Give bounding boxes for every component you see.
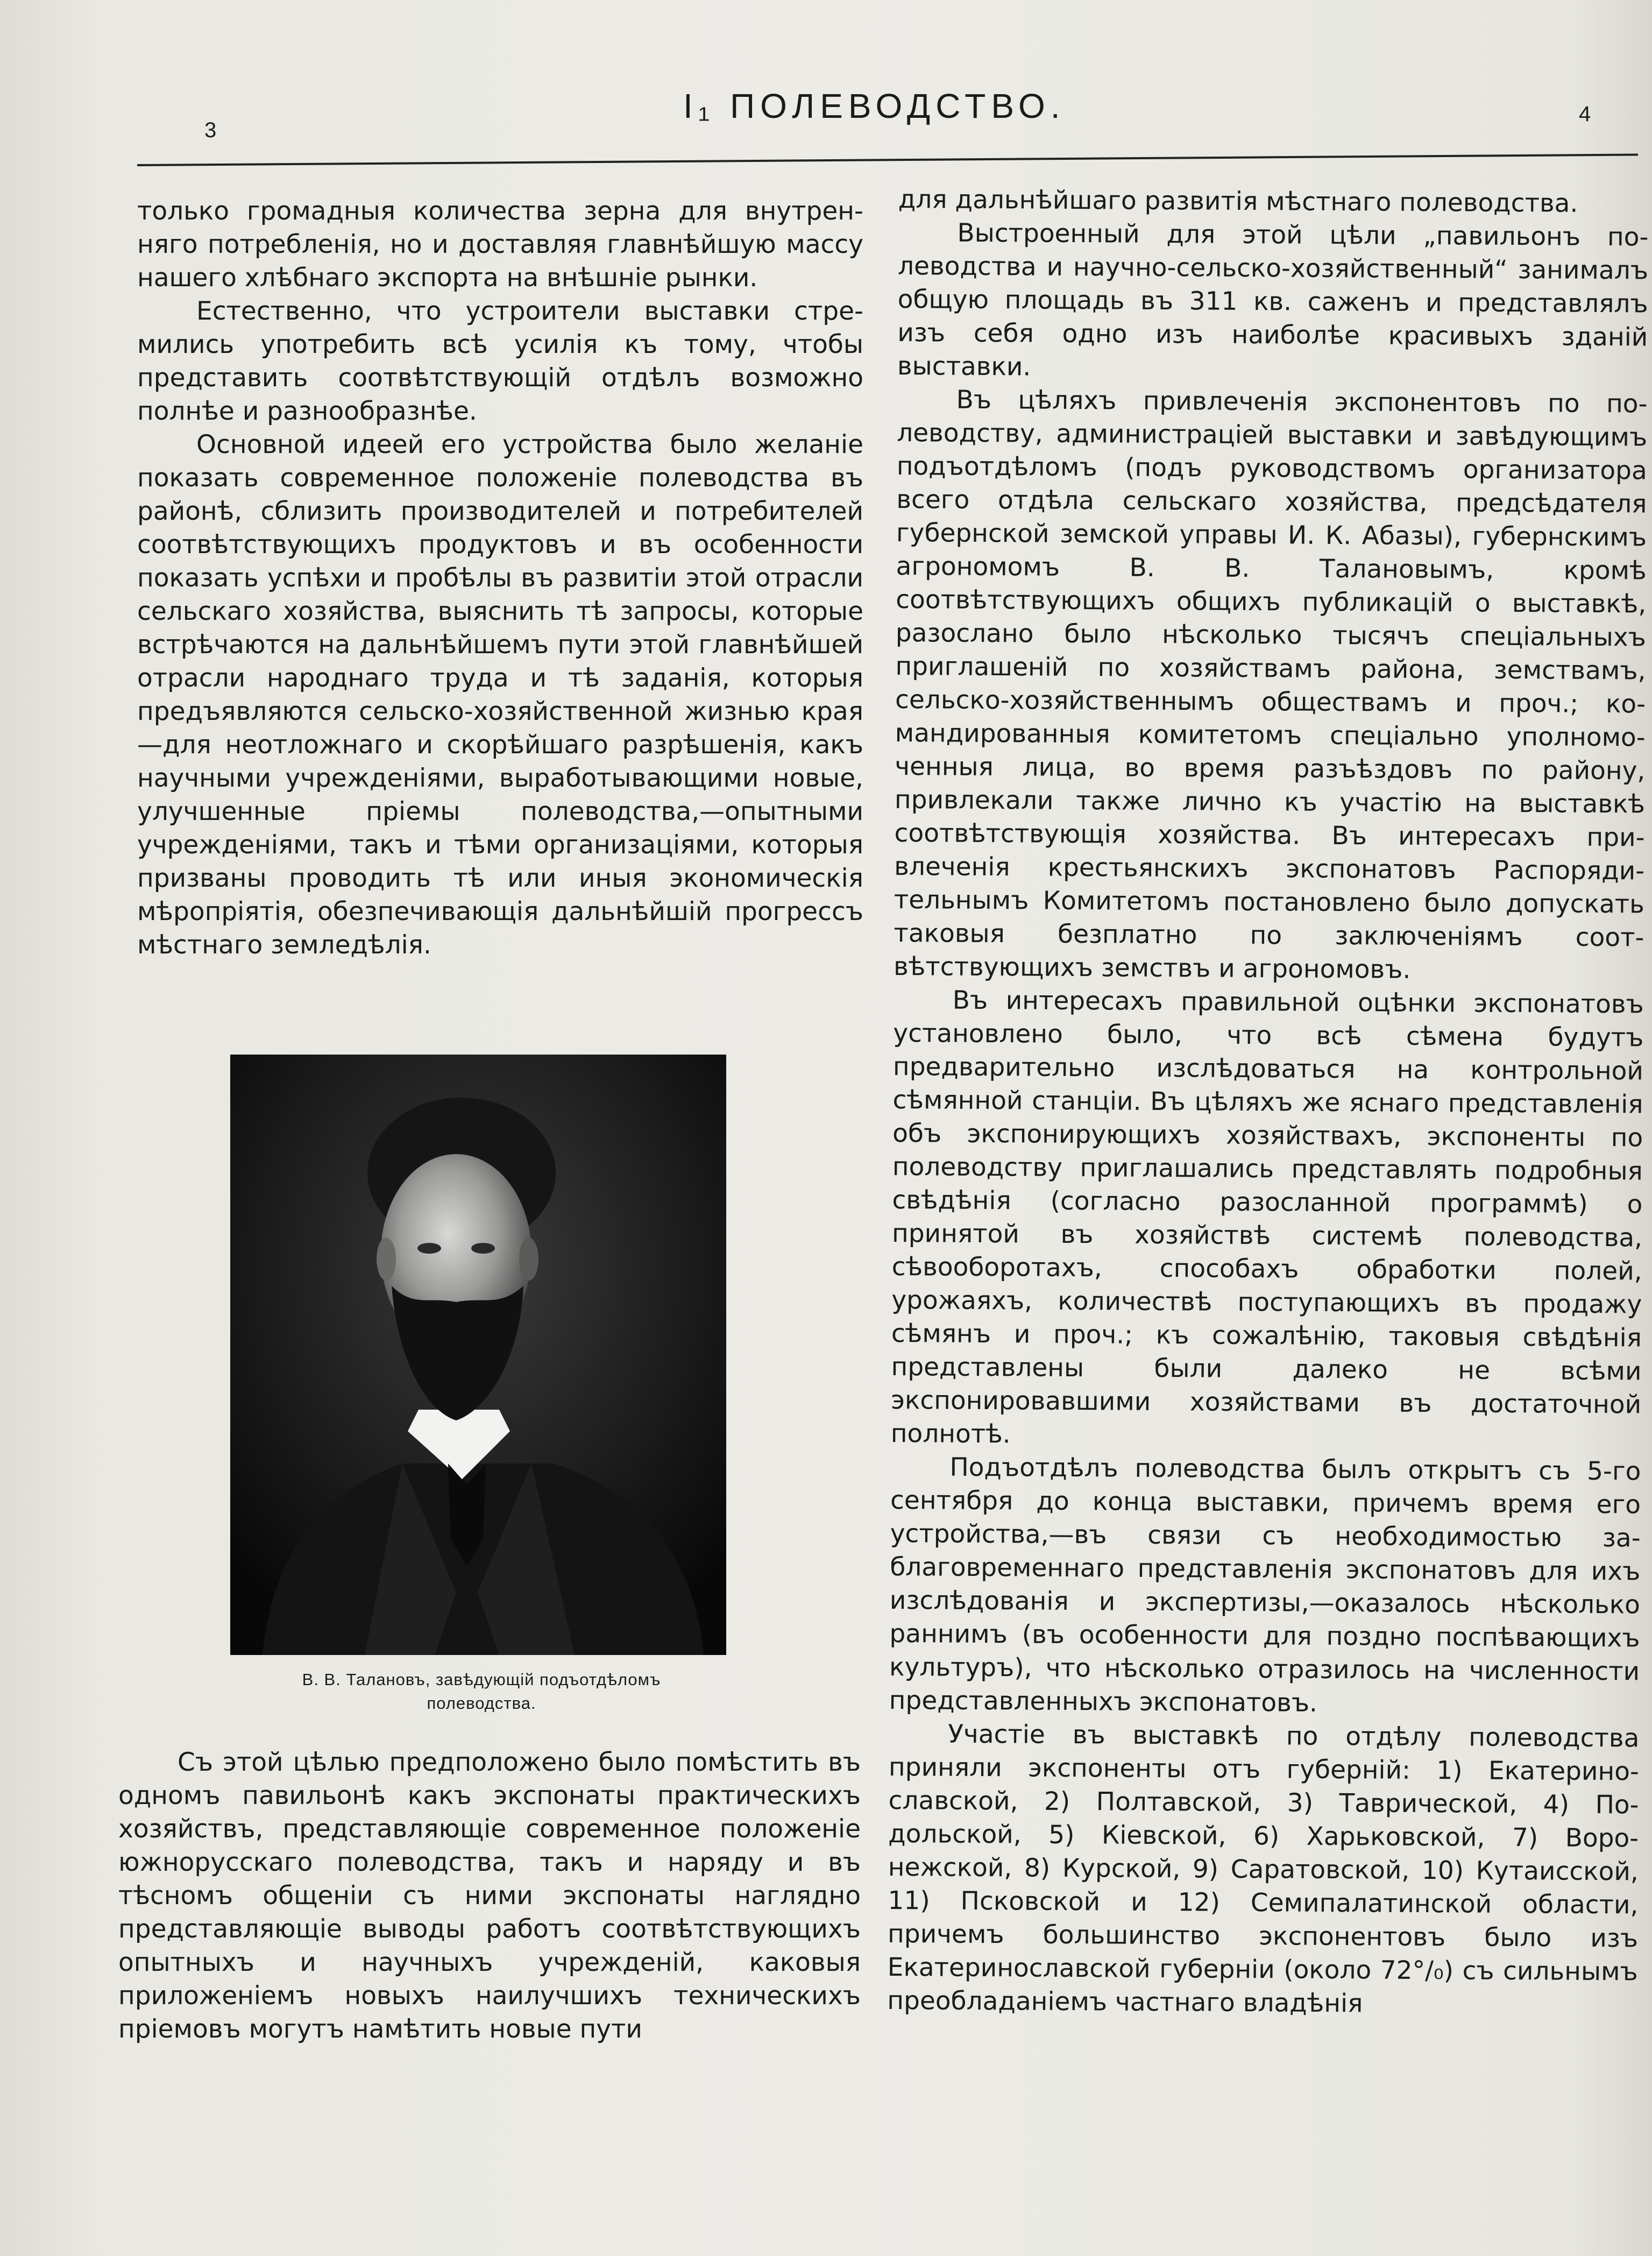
caption-line-1: В. В. Талановъ, завѣдующій подъотдѣломъ [302, 1670, 661, 1689]
caption-line-2: полеводства. [427, 1694, 536, 1713]
right-paragraph-6: Участіе въ выставкѣ по отдѣлу полеводства приняли экспоненты отъ губерній: 1) Екатеринославской, 2) Полтавской, 3) Таврической, 4) Подольской, 5) Кіевской, 6) Харьковской, 7) Воронежской, 8) Курской, 9) Саратовской, 10) Кутаисской, 11) Псковской и 12) Семипалатинской области, причемъ большинство экспонентовъ было изъ Екатеринославской губерніи (около 72°/₀) съ сильнымъ преобладаніемъ частнаго владѣнія [887, 1719, 1640, 2019]
page-number-right: 4 [1579, 102, 1591, 126]
left-paragraph-4: Съ этой цѣлью предположено было помѣстить въ одномъ павильонѣ какъ экспонаты практическихъ хозяйствъ, представляющіе современное положеніе южнорусскаго полеводства, такъ и наряду и въ тѣсномъ общеніи съ ними экспонаты наглядно представляющіе выводы работъ соотвѣтствующихъ опытныхъ и научныхъ учрежденій, каковыя приложеніемъ новыхъ наилучшихъ техническихъ пріемовъ могутъ намѣтить новые пути [118, 1748, 861, 2044]
left-paragraph-2: Естественно, что устроители выставки стремились употребить всѣ усилія къ тому, чтобы представить соотвѣтствующій отдѣлъ возможно полнѣе и разнообразнѣе. [137, 296, 863, 426]
right-paragraph-5: Подъотдѣлъ полеводства былъ открытъ съ 5-го сентября до конца выставки, причемъ время его устройства,—въ связи съ необходимостью заблаговременнаго представленія экспонатовъ для ихъ изслѣдованія и экспертизы,—оказалось нѣсколько раннимъ (въ особенности для поздно поспѣвающихъ культуръ), что нѣсколько отразилось на численности представленныхъ экспонатовъ. [889, 1452, 1641, 1718]
portrait-photo [230, 1055, 726, 1655]
right-paragraph-4: Въ интересахъ правильной оцѣнки экспонатовъ установлено было, что всѣ сѣмена будутъ предварительно изслѣдоваться на контрольной сѣмянной станціи. Въ цѣляхъ же яснаго представленія объ экспонирующихъ хозяйствахъ, экспоненты по полеводству приглашались представлять подробныя свѣдѣнія (согласно разосланной программѣ) о принятой въ хозяйствѣ системѣ полеводства, сѣвооборотахъ, способахъ обработки полей, урожаяхъ, количествѣ поступающихъ въ продажу сѣмянъ и проч.; къ сожалѣнію, таковыя свѣдѣнія представлены были далеко не всѣми экспонировавшими хозяйствами въ достаточной полнотѣ. [890, 985, 1644, 1449]
photo-caption [204, 1668, 758, 1715]
left-paragraph-1: только громадныя количества зерна для внутренняго потребленія, но и доставляя главнѣйшую массу нашего хлѣбнаго экспорта на внѣшніе рынки. [137, 196, 863, 293]
running-title: I₁ ПОЛЕВОДСТВО. [683, 87, 1066, 125]
page-header [134, 81, 1630, 156]
page-number-left: 3 [204, 118, 217, 142]
left-paragraph-3: Основной идеей его устройства было желаніе показать современное положеніе полеводства въ районѣ, сблизить производителей и потребителей соотвѣтствующихъ продуктовъ и въ особенности показать успѣхи и пробѣлы въ развитіи этой отрасли сельскаго хозяйства, выяснить тѣ запросы, которые встрѣчаются на дальнѣйшемъ пути этой главнѣйшей отрасли народнаго труда и тѣ заданія, которыя предъявляются сельско-хозяйственной жизнью края—для неотложнаго и скорѣйшаго разрѣшенія, какъ научными учрежденіями, выработывающими новые, улучшенные пріемы полеводства,—опытными учрежденіями, такъ и тѣми организаціями, которыя призваны проводить тѣ или иныя экономическія мѣропріятія, обезпечивающія дальнѣйшій прогрессъ мѣстнаго земледѣлія. [137, 430, 863, 960]
right-paragraph-2: Выстроенный для этой цѣли „павильонъ полеводства и научно-сельско-хозяйственный“ занималъ общую площадь въ 311 кв. саженъ и представлялъ изъ себя одно изъ наиболѣе красивыхъ зданій выставки. [897, 218, 1649, 382]
right-paragraph-3: Въ цѣляхъ привлеченія экспонентовъ по полеводству, администраціей выставки и завѣдующимъ подъотдѣломъ (подъ руководствомъ организатора всего отдѣла сельскаго хозяйства, предсѣдателя губернской земской управы И. К. Абазы), губернскимъ агрономомъ В. В. Талановымъ, кромѣ соотвѣтствующихъ общихъ публикацій о выставкѣ, разослано было нѣсколько тысячъ спеціальныхъ приглашеній по хозяйствамъ района, земствамъ, сельско-хозяйственнымъ обществамъ и проч.; командированныя комитетомъ спеціально уполномоченныя лица, во время разъѣздовъ по району, привлекали также лично къ участію на выставкѣ соотвѣтствующія хозяйства. Въ интересахъ привлеченія крестьянскихъ экспонатовъ Распорядительнымъ Комитетомъ постановлено было допускать таковыя безплатно по заключеніямъ соотвѣтствующихъ земствъ и агрономовъ. [893, 385, 1648, 985]
right-paragraph-1: для дальнѣйшаго развитія мѣстнаго полеводства. [898, 184, 1578, 218]
left-column-bottom [118, 1746, 861, 2046]
left-column [137, 195, 863, 962]
right-column [887, 183, 1649, 2022]
portrait-image [230, 1055, 726, 1655]
